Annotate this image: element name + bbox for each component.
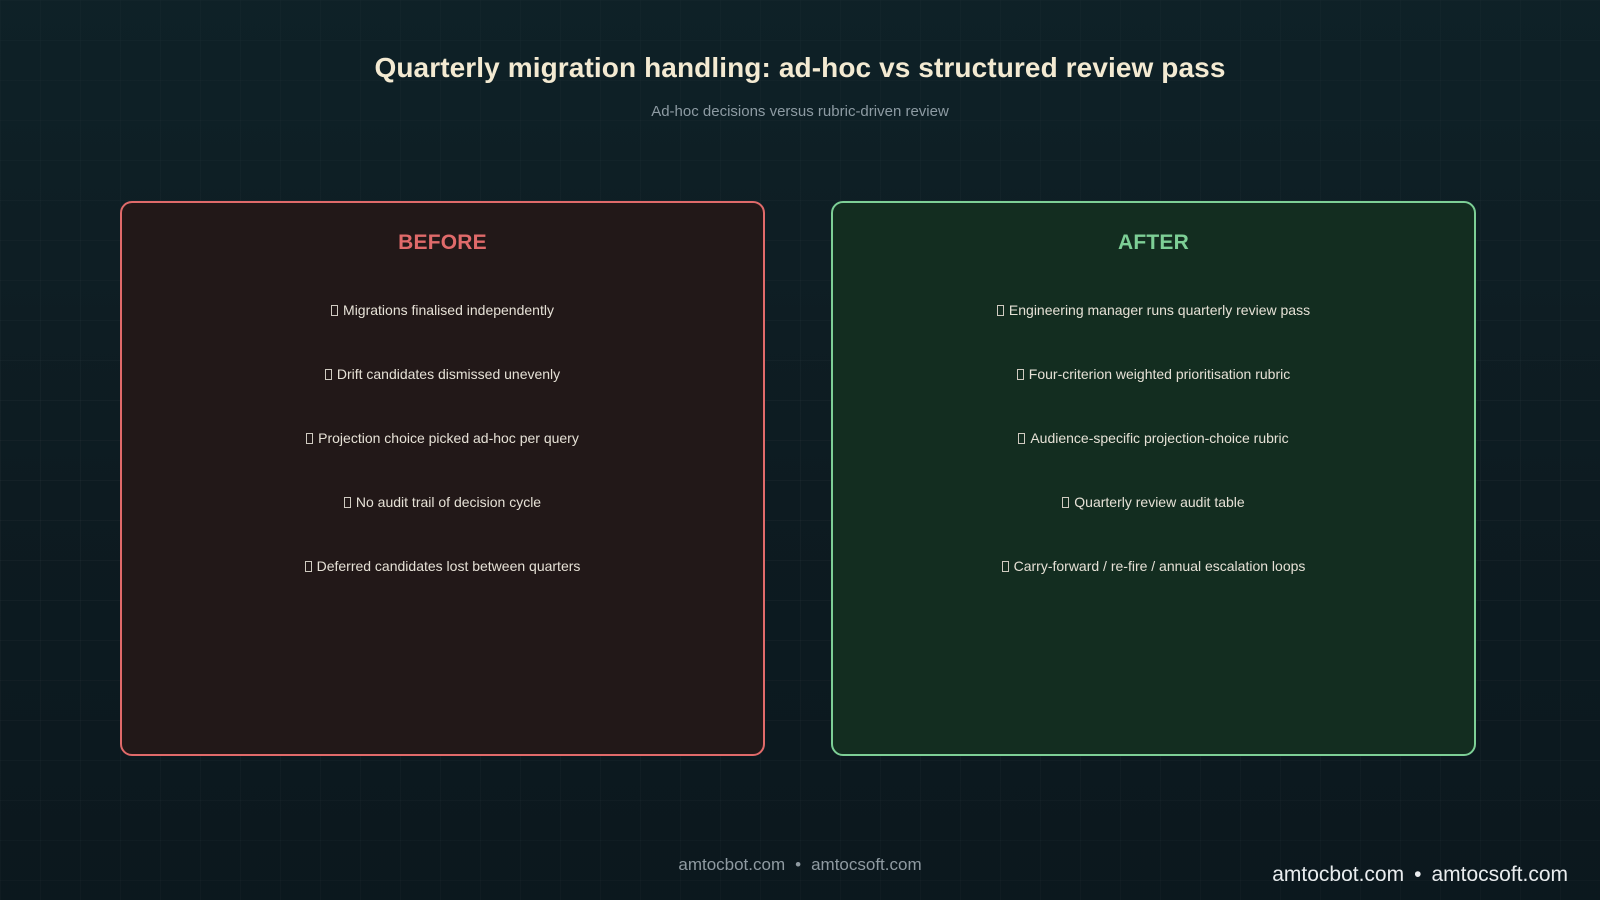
before-item	[122, 366, 763, 430]
missing-glyph-icon	[997, 305, 1004, 316]
after-item	[833, 302, 1474, 366]
before-item-text: No audit trail of decision cycle	[355, 494, 542, 510]
missing-glyph-icon	[1018, 433, 1025, 444]
after-item-text: Four-criterion weighted prioritisation rubric	[1028, 366, 1291, 382]
missing-glyph-icon	[305, 561, 312, 572]
before-heading: BEFORE	[398, 231, 487, 254]
before-item-text: Deferred candidates lost between quarters	[316, 558, 581, 574]
page-title: Quarterly migration handling: ad-hoc vs structured review pass	[374, 52, 1226, 83]
footer-site-a: amtocbot.com	[678, 855, 786, 874]
missing-glyph-icon	[344, 497, 351, 508]
page-subtitle: Ad-hoc decisions versus rubric-driven review	[651, 103, 949, 120]
missing-glyph-icon	[325, 369, 332, 380]
watermark-credits	[1272, 863, 1568, 887]
missing-glyph-icon	[1017, 369, 1024, 380]
after-item	[833, 366, 1474, 430]
before-item-text: Drift candidates dismissed unevenly	[336, 366, 561, 382]
after-item	[833, 430, 1474, 494]
after-item-text: Audience-specific projection-choice rubric	[1030, 430, 1289, 446]
after-panel	[831, 201, 1476, 756]
missing-glyph-icon	[1062, 497, 1069, 508]
after-item-text: Carry-forward / re-fire / annual escalation loops	[1013, 558, 1306, 574]
before-list	[122, 302, 763, 622]
footer-separator: •	[795, 855, 802, 874]
watermark-site-a: amtocbot.com	[1272, 863, 1405, 886]
before-item	[122, 430, 763, 494]
missing-glyph-icon	[331, 305, 338, 316]
missing-glyph-icon	[306, 433, 313, 444]
watermark-separator: •	[1414, 863, 1422, 886]
before-item	[122, 494, 763, 558]
footer-site-b: amtocsoft.com	[811, 855, 922, 874]
before-item	[122, 302, 763, 366]
after-item-text: Quarterly review audit table	[1074, 494, 1245, 510]
missing-glyph-icon	[1002, 561, 1009, 572]
after-list	[833, 302, 1474, 622]
before-item-text: Migrations finalised independently	[343, 302, 554, 318]
after-heading: AFTER	[1118, 231, 1189, 254]
watermark-site-b: amtocsoft.com	[1431, 863, 1568, 886]
after-item-text: Engineering manager runs quarterly review pass	[1008, 302, 1311, 318]
before-item	[122, 558, 763, 622]
before-panel	[120, 201, 765, 756]
after-item	[833, 558, 1474, 622]
before-item-text: Projection choice picked ad-hoc per query	[318, 430, 579, 446]
after-item	[833, 494, 1474, 558]
